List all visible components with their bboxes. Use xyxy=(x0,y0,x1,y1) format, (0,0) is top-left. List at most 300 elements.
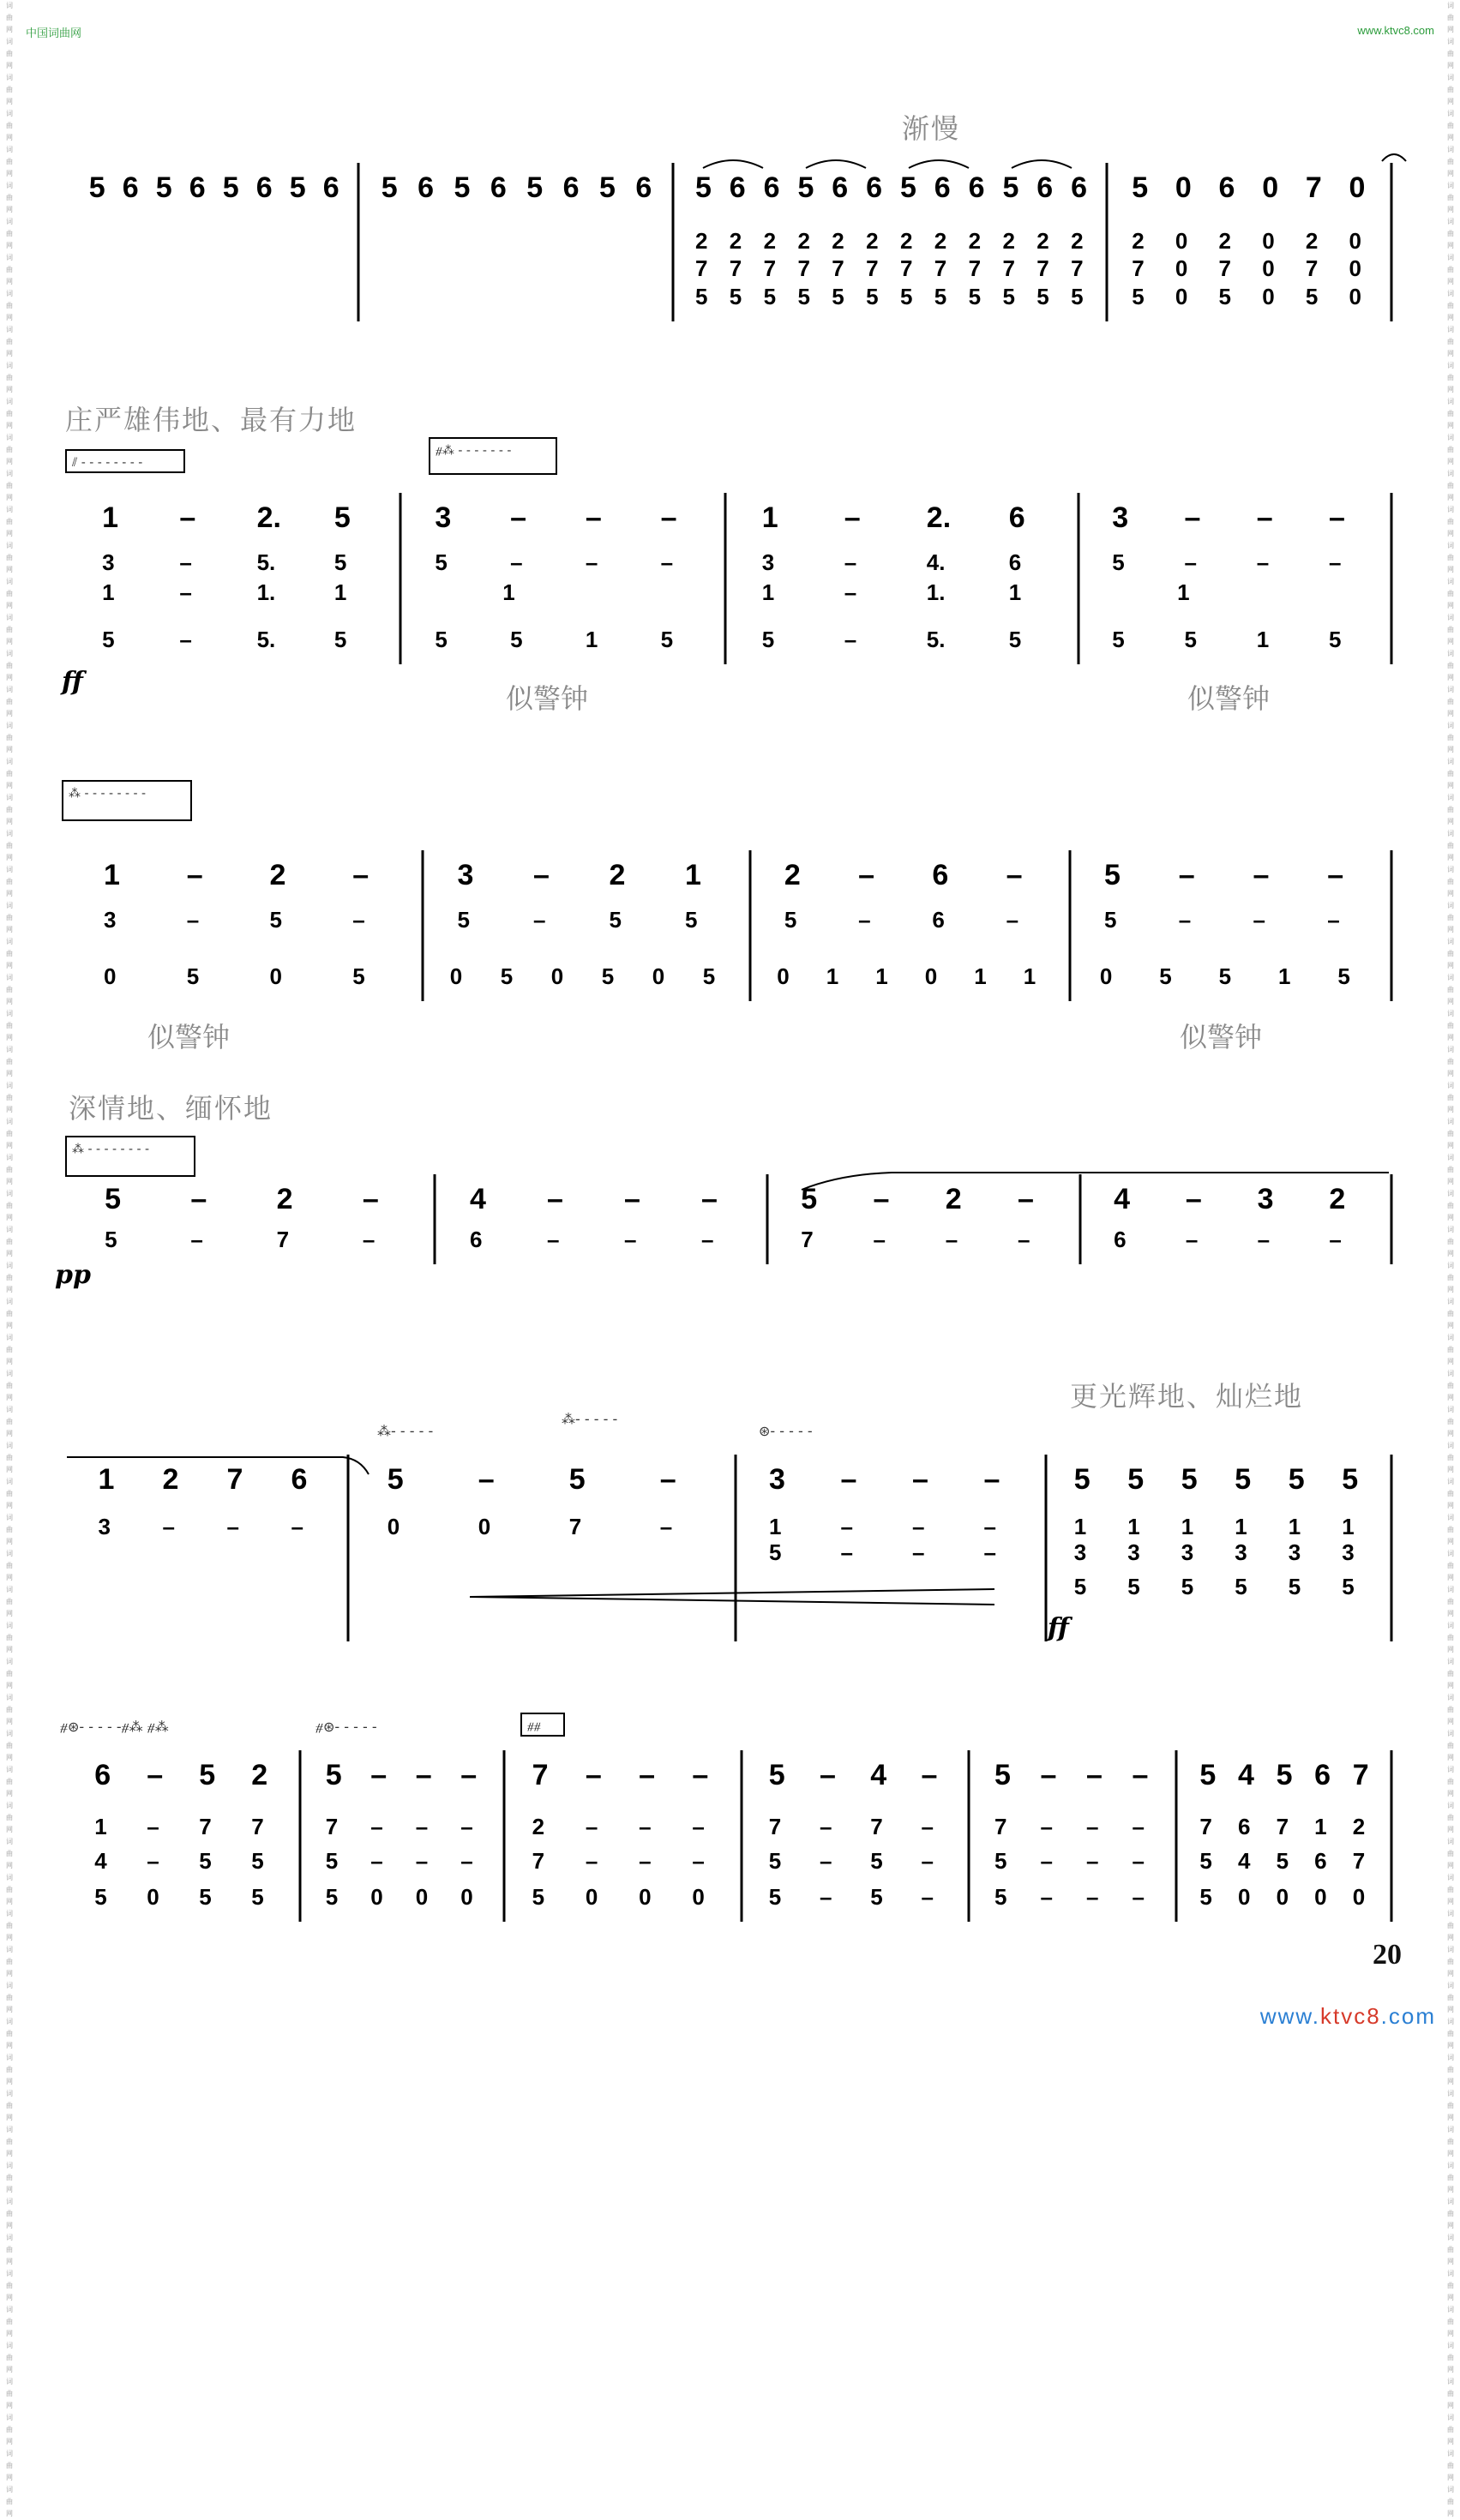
note: – xyxy=(692,1848,705,1874)
note: 5 xyxy=(457,907,471,933)
note: 5 xyxy=(1329,627,1342,652)
note: – xyxy=(226,1514,239,1539)
note: – xyxy=(585,1814,598,1839)
site-name-header[interactable]: 中国词曲网 xyxy=(26,27,82,39)
note: 5 xyxy=(1181,1574,1194,1599)
expression-grand: 庄严雄伟地、最有力地 xyxy=(65,404,357,436)
note: – xyxy=(1132,1759,1149,1791)
note: 1 xyxy=(1023,963,1036,989)
note: – xyxy=(921,1848,934,1874)
note: 3 xyxy=(435,501,452,534)
note: 1 xyxy=(585,627,598,652)
note: 1 xyxy=(769,1514,782,1539)
note: 2 xyxy=(1036,228,1049,254)
note: 3 xyxy=(104,907,117,933)
dynamic-ff-1: ff xyxy=(62,667,83,697)
note: – xyxy=(362,1227,376,1252)
note: 4 xyxy=(1237,1848,1251,1874)
note: – xyxy=(660,501,677,534)
tremolo-bracket-4: ⁂ - - - - - - - - xyxy=(65,1136,195,1177)
note: 2 xyxy=(934,228,947,254)
note: 4 xyxy=(470,1183,486,1215)
note: 3 xyxy=(1127,1539,1140,1565)
note: 6 xyxy=(1036,171,1054,204)
note: 7 xyxy=(934,255,947,281)
note: – xyxy=(873,1183,890,1215)
note: 4. xyxy=(926,549,946,575)
note: 0 xyxy=(1349,284,1362,309)
note: – xyxy=(1256,501,1273,534)
expression-tender: 深情地、缅怀地 xyxy=(69,1092,273,1125)
dynamic-pp: pp xyxy=(55,1260,91,1290)
note: – xyxy=(912,1539,925,1565)
note: – xyxy=(639,1759,656,1791)
note: 5 xyxy=(1002,284,1015,309)
note: 6 xyxy=(1008,549,1022,575)
note: 2 xyxy=(1132,228,1145,254)
note: 2 xyxy=(162,1463,179,1496)
note: 5 xyxy=(768,1848,782,1874)
note: – xyxy=(983,1514,997,1539)
note: – xyxy=(1018,1227,1030,1252)
note: 5 xyxy=(387,1463,404,1496)
site-url-header[interactable]: www.ktvc8.com xyxy=(1357,24,1434,37)
note: 0 xyxy=(1175,284,1188,309)
note: – xyxy=(585,501,602,534)
note: 5 xyxy=(934,284,947,309)
note: 2 xyxy=(784,859,801,891)
note: 7 xyxy=(1305,255,1319,281)
note: 7 xyxy=(729,255,742,281)
note: 7 xyxy=(1132,255,1145,281)
hairpin-lower xyxy=(470,1597,994,1605)
note: – xyxy=(945,1227,958,1252)
note: – xyxy=(415,1759,432,1791)
note: 5 xyxy=(222,171,239,204)
note: 5 xyxy=(769,1539,782,1565)
note: 5 xyxy=(1112,627,1125,652)
note: 6 xyxy=(1314,1759,1331,1791)
page-number: 20 xyxy=(1373,1939,1402,1971)
note: 0 xyxy=(1099,963,1113,989)
note: 2 xyxy=(1352,1814,1366,1839)
note: – xyxy=(179,501,196,534)
note: – xyxy=(1329,1227,1342,1252)
note: 5 xyxy=(325,1884,339,1910)
note: – xyxy=(478,1463,495,1496)
note: – xyxy=(186,907,200,933)
note: 5. xyxy=(926,627,946,652)
note: 5. xyxy=(256,549,276,575)
slur-system4 xyxy=(802,1173,1389,1190)
note: 2 xyxy=(276,1183,293,1215)
note: 6 xyxy=(1114,1227,1127,1252)
note: 2 xyxy=(729,228,742,254)
note: – xyxy=(701,1227,714,1252)
note: – xyxy=(844,549,857,575)
note: 0 xyxy=(269,963,282,989)
note: 5 xyxy=(186,963,200,989)
note: 5 xyxy=(660,627,674,652)
note: 5 xyxy=(1036,284,1049,309)
note: – xyxy=(844,579,857,605)
note: – xyxy=(844,501,861,534)
note: – xyxy=(1253,859,1270,891)
note: – xyxy=(1185,1227,1199,1252)
note: 3 xyxy=(761,549,775,575)
note: – xyxy=(1257,1227,1271,1252)
note: 4 xyxy=(1114,1183,1131,1215)
triplet-arc xyxy=(806,160,866,168)
note: 5 xyxy=(1288,1463,1305,1496)
note: 1 xyxy=(826,963,839,989)
note: – xyxy=(692,1759,709,1791)
note: 6 xyxy=(932,907,945,933)
note: 0 xyxy=(370,1884,383,1910)
note: 0 xyxy=(415,1884,429,1910)
note: 5 xyxy=(1112,549,1125,575)
note: 1 xyxy=(94,1814,107,1839)
note: – xyxy=(460,1848,473,1874)
note: – xyxy=(1006,907,1019,933)
note: – xyxy=(820,1814,832,1839)
note: 6 xyxy=(470,1227,483,1252)
note: 1 xyxy=(102,579,115,605)
note: 7 xyxy=(801,1227,814,1252)
triplet-arc xyxy=(909,160,969,168)
note: 2 xyxy=(694,228,708,254)
note: 5 xyxy=(899,284,913,309)
note: 0 xyxy=(449,963,463,989)
note: 5 xyxy=(1127,1463,1145,1496)
harmonic-mark-5: ⧣⊛- - - - - xyxy=(315,1719,377,1735)
note: 5 xyxy=(685,907,698,933)
note: 5 xyxy=(1073,1463,1090,1496)
note: 7 xyxy=(1352,1848,1366,1874)
note: 6 xyxy=(562,171,580,204)
note: – xyxy=(844,627,857,652)
note: 1 xyxy=(1314,1814,1327,1839)
note: 5 xyxy=(1073,1574,1087,1599)
note: 7 xyxy=(866,255,879,281)
note: 0 xyxy=(1175,171,1192,204)
note: 5 xyxy=(155,171,172,204)
note: – xyxy=(147,1848,159,1874)
note: – xyxy=(659,1463,676,1496)
note: 1 xyxy=(1181,1514,1194,1539)
fermata xyxy=(1382,154,1406,161)
note: 1 xyxy=(1127,1514,1140,1539)
note: 5 xyxy=(601,963,615,989)
note: 1 xyxy=(1177,579,1190,605)
note: 1 xyxy=(1008,579,1022,605)
note: 0 xyxy=(104,963,117,989)
note: – xyxy=(190,1183,207,1215)
note: 5 xyxy=(1276,1759,1293,1791)
note: 7 xyxy=(870,1814,883,1839)
note: 0 xyxy=(387,1514,400,1539)
note: 3 xyxy=(1257,1183,1274,1215)
note: – xyxy=(1253,907,1265,933)
note: 7 xyxy=(899,255,913,281)
note: – xyxy=(840,1514,854,1539)
note: 5 xyxy=(801,1183,818,1215)
expression-brilliant: 更光辉地、灿烂地 xyxy=(1070,1380,1304,1413)
note: 5 xyxy=(105,1183,121,1215)
note: 1 xyxy=(102,501,118,534)
note: 5 xyxy=(870,1848,883,1874)
note: – xyxy=(460,1759,478,1791)
note: 6 xyxy=(1218,171,1235,204)
note: 6 xyxy=(94,1759,111,1791)
note: 0 xyxy=(1262,171,1279,204)
note: – xyxy=(1132,1814,1145,1839)
note: 0 xyxy=(652,963,665,989)
note: 5 xyxy=(797,284,810,309)
note: 5 xyxy=(870,1884,883,1910)
note: 2 xyxy=(866,228,879,254)
note: – xyxy=(179,549,192,575)
note: 0 xyxy=(1314,1884,1327,1910)
note: 1 xyxy=(502,579,515,605)
note: 1. xyxy=(256,579,276,605)
note: 1 xyxy=(1278,963,1291,989)
note: – xyxy=(291,1514,303,1539)
note: 5 xyxy=(526,171,544,204)
bell-label-3: 似警钟 xyxy=(147,1021,231,1053)
note: 6 xyxy=(763,171,780,204)
note: 5 xyxy=(325,1848,339,1874)
note: – xyxy=(873,1227,886,1252)
note: – xyxy=(1132,1884,1145,1910)
note: 0 xyxy=(478,1514,491,1539)
note: 7 xyxy=(251,1814,264,1839)
harmonic-mark-3: ⊛- - - - - xyxy=(759,1423,813,1439)
note: 5 xyxy=(866,284,879,309)
triplet-arc xyxy=(703,160,763,168)
note: 5 xyxy=(1002,171,1019,204)
note: 0 xyxy=(639,1884,652,1910)
note: – xyxy=(510,549,523,575)
note: 5 xyxy=(694,284,708,309)
note: 4 xyxy=(1237,1759,1254,1791)
note: 5 xyxy=(1104,907,1117,933)
note: 5 xyxy=(832,284,844,309)
note: 3 xyxy=(769,1463,785,1496)
note: 7 xyxy=(276,1227,290,1252)
note: – xyxy=(352,907,365,933)
note: – xyxy=(1329,501,1345,534)
note: 6 xyxy=(635,171,652,204)
note: 7 xyxy=(199,1814,212,1839)
note: 7 xyxy=(968,255,982,281)
note: 5 xyxy=(435,549,448,575)
note: – xyxy=(352,859,370,891)
note: 0 xyxy=(550,963,564,989)
note: 5 xyxy=(1159,963,1172,989)
note: – xyxy=(1086,1848,1099,1874)
watermark-prefix: www. xyxy=(1259,2003,1320,2029)
note: – xyxy=(1178,907,1192,933)
note: 6 xyxy=(1237,1814,1251,1839)
note: – xyxy=(1184,501,1201,534)
note: – xyxy=(624,1183,640,1215)
note: 0 xyxy=(692,1884,705,1910)
note: 5 xyxy=(269,907,282,933)
note: – xyxy=(1132,1848,1145,1874)
note: 5 xyxy=(1199,1759,1217,1791)
note: 5 xyxy=(1218,963,1232,989)
note: 5 xyxy=(598,171,616,204)
note: 2 xyxy=(1071,228,1084,254)
note: 5 xyxy=(797,171,814,204)
note: – xyxy=(639,1814,652,1839)
note: – xyxy=(1086,1814,1099,1839)
note: 5 xyxy=(435,627,448,652)
note: 7 xyxy=(1305,171,1322,204)
note: 5 xyxy=(1104,859,1121,891)
note: 5 xyxy=(1199,1848,1212,1874)
note: 5 xyxy=(761,627,775,652)
note: – xyxy=(701,1183,718,1215)
note: 5 xyxy=(454,171,471,204)
note: 0 xyxy=(1237,1884,1251,1910)
note: 5 xyxy=(199,1759,216,1791)
note: 0 xyxy=(1276,1884,1289,1910)
note: 5 xyxy=(609,907,622,933)
note: 5. xyxy=(256,627,276,652)
note: 5 xyxy=(994,1848,1007,1874)
note: – xyxy=(912,1514,925,1539)
note: 5 xyxy=(1181,1463,1198,1496)
note: 0 xyxy=(147,1884,159,1910)
note: – xyxy=(415,1848,429,1874)
note: – xyxy=(1086,1884,1099,1910)
note: 6 xyxy=(322,171,339,204)
note: 7 xyxy=(1071,255,1084,281)
note: 5 xyxy=(568,1463,586,1496)
note: 0 xyxy=(1262,284,1275,309)
note: – xyxy=(147,1814,159,1839)
note: – xyxy=(585,549,598,575)
note: 5 xyxy=(105,1227,117,1252)
note: 5 xyxy=(994,1759,1011,1791)
note: 7 xyxy=(325,1814,339,1839)
note: 5 xyxy=(199,1848,212,1874)
note: 5 xyxy=(88,171,105,204)
note: 7 xyxy=(768,1814,782,1839)
note: 1 xyxy=(974,963,987,989)
note: 0 xyxy=(1262,255,1275,281)
note: 5 xyxy=(768,1759,785,1791)
note: 6 xyxy=(934,171,951,204)
note: 5 xyxy=(289,171,306,204)
note: 6 xyxy=(291,1463,308,1496)
note: 0 xyxy=(1349,171,1366,204)
note: 5 xyxy=(199,1884,212,1910)
bell-label-1: 似警钟 xyxy=(506,682,589,715)
note: 5 xyxy=(102,627,115,652)
note: 1 xyxy=(685,859,701,891)
note: 7 xyxy=(1218,255,1232,281)
harmonic-mark-1: ⁂- - - - - xyxy=(377,1423,434,1439)
note: – xyxy=(858,859,875,891)
note: 5 xyxy=(1127,1574,1140,1599)
note: 3 xyxy=(1073,1539,1087,1565)
note: – xyxy=(547,1227,560,1252)
note: 3 xyxy=(1181,1539,1194,1565)
note: – xyxy=(820,1884,832,1910)
note: 0 xyxy=(1352,1884,1366,1910)
note: 5 xyxy=(532,1884,545,1910)
note: – xyxy=(162,1514,175,1539)
note: 5 xyxy=(510,627,523,652)
note: 1 xyxy=(333,579,347,605)
note: – xyxy=(362,1183,379,1215)
note: – xyxy=(692,1814,705,1839)
note: – xyxy=(415,1814,429,1839)
note: – xyxy=(983,1463,1000,1496)
note: 5 xyxy=(1184,627,1197,652)
note: 0 xyxy=(1349,228,1362,254)
note: – xyxy=(921,1759,938,1791)
note: 5 xyxy=(1218,284,1232,309)
note: – xyxy=(1018,1183,1034,1215)
note: – xyxy=(179,579,192,605)
note: – xyxy=(1040,1884,1054,1910)
note: 2 xyxy=(968,228,982,254)
note: 2 xyxy=(269,859,286,891)
note: 5 xyxy=(1199,1884,1212,1910)
note: – xyxy=(660,549,674,575)
note: 6 xyxy=(189,171,206,204)
note: – xyxy=(186,859,203,891)
note: 1 xyxy=(104,859,120,891)
note: 7 xyxy=(532,1759,549,1791)
note: – xyxy=(1040,1848,1054,1874)
note: 7 xyxy=(532,1848,545,1874)
note: – xyxy=(370,1759,388,1791)
note: – xyxy=(1178,859,1195,891)
note: 0 xyxy=(1262,228,1275,254)
note: 5 xyxy=(251,1848,264,1874)
note: – xyxy=(1327,907,1340,933)
note: – xyxy=(1327,859,1344,891)
note: 0 xyxy=(585,1884,598,1910)
note: 6 xyxy=(1008,501,1025,534)
note: 5 xyxy=(784,907,797,933)
note: 7 xyxy=(1276,1814,1289,1839)
note: 7 xyxy=(1352,1759,1369,1791)
note: – xyxy=(840,1463,857,1496)
note: 1 xyxy=(761,579,775,605)
note: 0 xyxy=(1175,228,1188,254)
note: 1 xyxy=(875,963,888,989)
note: 3 xyxy=(102,549,115,575)
note: 2 xyxy=(1329,1183,1346,1215)
note: 7 xyxy=(1036,255,1049,281)
note: 1 xyxy=(98,1463,115,1496)
note: – xyxy=(585,1848,598,1874)
note: 5 xyxy=(763,284,777,309)
note: 2 xyxy=(1002,228,1015,254)
note: 6 xyxy=(122,171,139,204)
note: 3 xyxy=(1235,1539,1247,1565)
note: – xyxy=(921,1814,934,1839)
note: 1 xyxy=(1235,1514,1247,1539)
harmonic-mark-4: ⧣⊛- - - - -⧣⁂ ⧣⁂ xyxy=(60,1719,169,1735)
note: 2 xyxy=(763,228,777,254)
